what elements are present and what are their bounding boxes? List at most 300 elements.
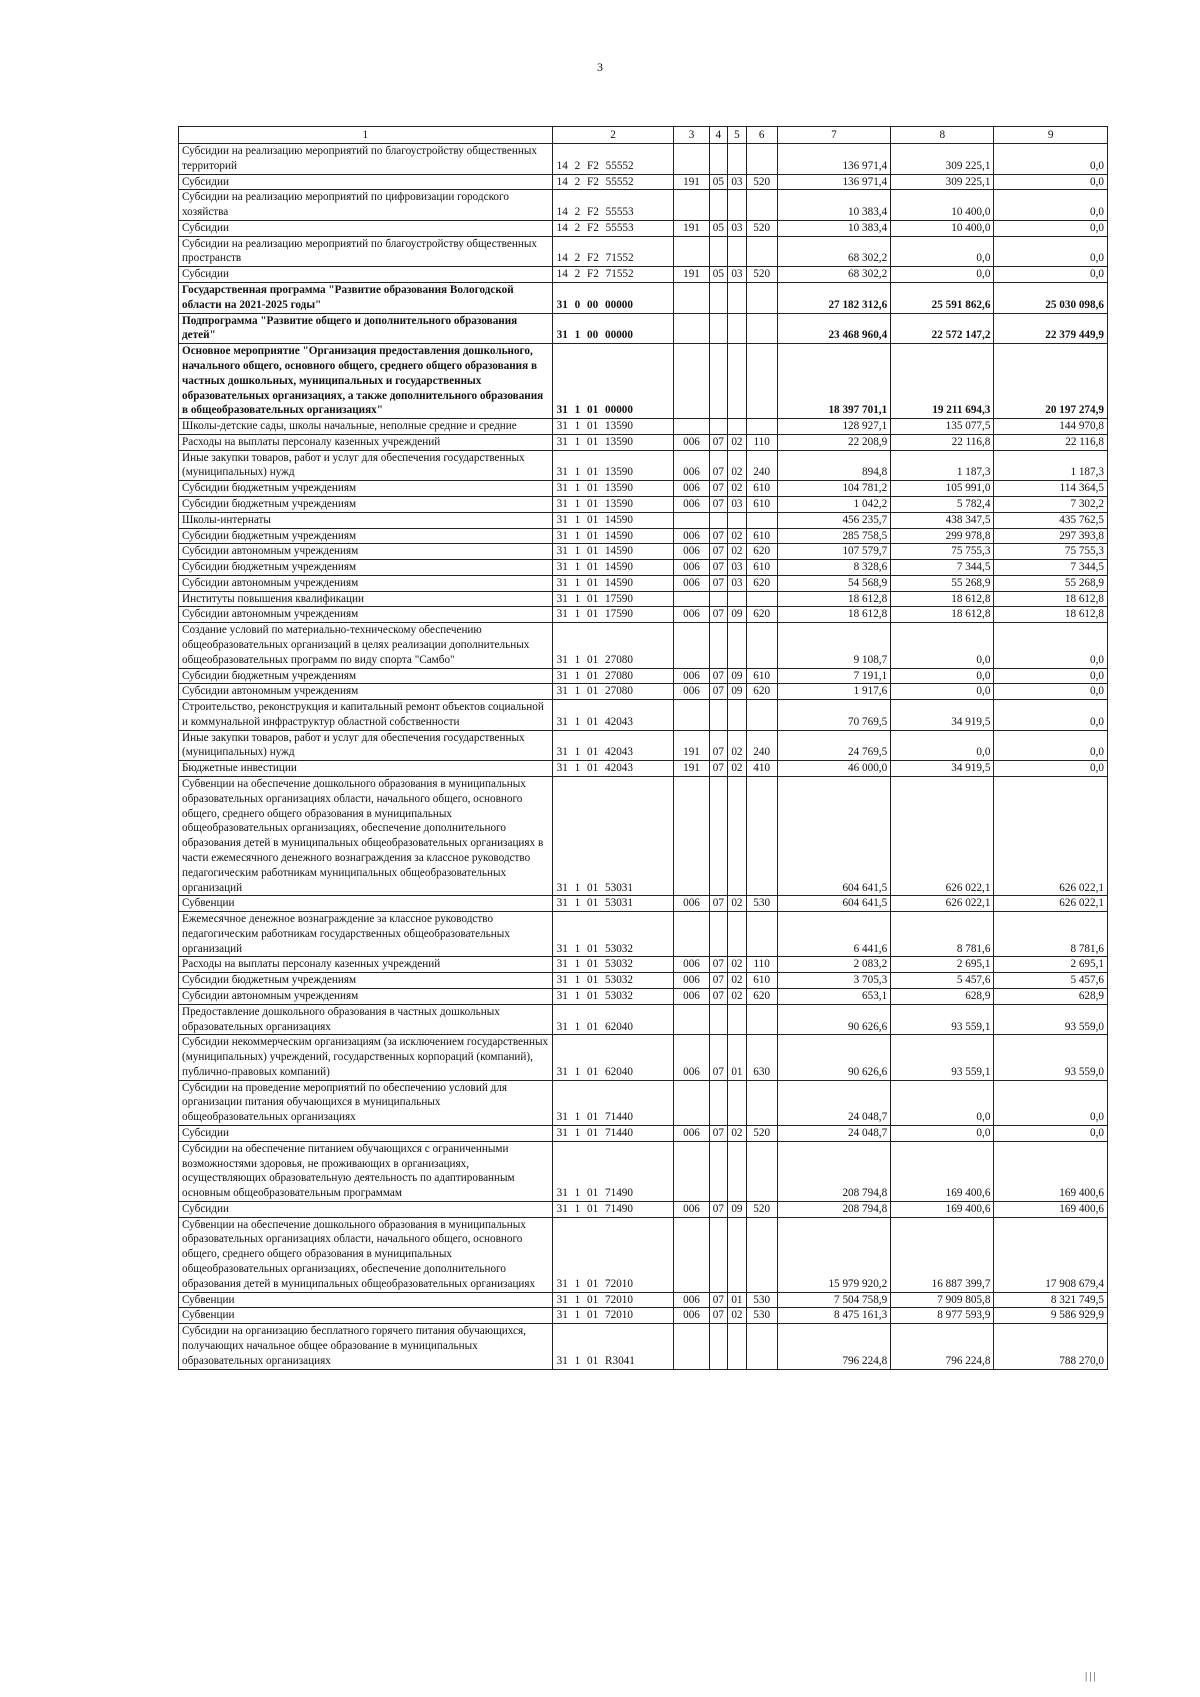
amount-col7-cell: 7 504 758,9 xyxy=(777,1292,891,1308)
ministry-code-cell: 006 xyxy=(674,1126,709,1142)
expense-type-cell: 240 xyxy=(746,450,777,481)
budget-code-cell: 31 1 01 14590 xyxy=(552,560,674,576)
ministry-code-cell xyxy=(674,912,709,957)
budget-code-cell: 31 1 01 27080 xyxy=(552,684,674,700)
footer-mark: ||| xyxy=(1085,1670,1098,1682)
row-name-cell: Субсидии бюджетным учреждениям xyxy=(179,481,553,497)
section-code-cell: 07 xyxy=(709,668,728,684)
amount-col9-cell: 144 970,8 xyxy=(994,419,1108,435)
amount-col9-cell: 0,0 xyxy=(994,700,1108,731)
table-row xyxy=(179,512,1108,528)
section-code-cell: 07 xyxy=(709,957,728,973)
table-row xyxy=(179,668,1108,684)
subsection-code-cell: 03 xyxy=(728,220,747,236)
amount-col7-cell: 24 048,7 xyxy=(777,1080,891,1125)
row-name-cell: Субсидии xyxy=(179,174,553,190)
amount-col7-cell: 15 979 920,2 xyxy=(777,1217,891,1292)
subsection-code-cell: 02 xyxy=(728,481,747,497)
amount-col7-cell: 1 917,6 xyxy=(777,684,891,700)
expense-type-cell xyxy=(746,283,777,314)
table-row xyxy=(179,988,1108,1004)
section-code-cell: 07 xyxy=(709,684,728,700)
amount-col8-cell: 299 978,8 xyxy=(891,528,994,544)
header-cell: 7 xyxy=(777,127,891,144)
row-name-cell: Субсидии xyxy=(179,267,553,283)
amount-col9-cell: 0,0 xyxy=(994,761,1108,777)
subsection-code-cell xyxy=(728,623,747,668)
amount-col7-cell: 10 383,4 xyxy=(777,190,891,221)
ministry-code-cell: 006 xyxy=(674,496,709,512)
budget-code-cell: 31 1 01 13590 xyxy=(552,481,674,497)
amount-col9-cell: 788 270,0 xyxy=(994,1324,1108,1369)
amount-col8-cell: 7 909 805,8 xyxy=(891,1292,994,1308)
ministry-code-cell xyxy=(674,283,709,314)
ministry-code-cell xyxy=(674,1080,709,1125)
amount-col8-cell: 309 225,1 xyxy=(891,174,994,190)
amount-col7-cell: 24 048,7 xyxy=(777,1126,891,1142)
ministry-code-cell xyxy=(674,144,709,175)
budget-code-cell: 14 2 F2 55553 xyxy=(552,220,674,236)
table-row xyxy=(179,313,1108,344)
row-name-cell: Предоставление дошкольного образования в частных дошкольных образовательных организациях xyxy=(179,1004,553,1035)
subsection-code-cell: 02 xyxy=(728,988,747,1004)
amount-col9-cell: 9 586 929,9 xyxy=(994,1308,1108,1324)
amount-col9-cell: 626 022,1 xyxy=(994,777,1108,896)
row-name-cell: Расходы на выплаты персоналу казенных учреждений xyxy=(179,957,553,973)
section-code-cell: 07 xyxy=(709,896,728,912)
row-name-cell: Субсидии бюджетным учреждениям xyxy=(179,528,553,544)
ministry-code-cell xyxy=(674,313,709,344)
header-cell: 6 xyxy=(746,127,777,144)
amount-col7-cell: 1 042,2 xyxy=(777,496,891,512)
section-code-cell: 07 xyxy=(709,730,728,761)
expense-type-cell: 610 xyxy=(746,496,777,512)
amount-col8-cell: 796 224,8 xyxy=(891,1324,994,1369)
amount-col9-cell: 0,0 xyxy=(994,267,1108,283)
row-name-cell: Субсидии на проведение мероприятий по обеспечению условий для организации питания обучающихся в муниципальных общеобразовательных организациях xyxy=(179,1080,553,1125)
table-row xyxy=(179,560,1108,576)
expense-type-cell: 530 xyxy=(746,1308,777,1324)
ministry-code-cell: 006 xyxy=(674,481,709,497)
subsection-code-cell: 03 xyxy=(728,267,747,283)
amount-col8-cell: 309 225,1 xyxy=(891,144,994,175)
row-name-cell: Субвенции xyxy=(179,1292,553,1308)
table-row xyxy=(179,434,1108,450)
section-code-cell xyxy=(709,591,728,607)
amount-col7-cell: 894,8 xyxy=(777,450,891,481)
ministry-code-cell: 006 xyxy=(674,450,709,481)
amount-col8-cell: 10 400,0 xyxy=(891,190,994,221)
table-row xyxy=(179,1217,1108,1292)
amount-col8-cell: 10 400,0 xyxy=(891,220,994,236)
expense-type-cell xyxy=(746,623,777,668)
budget-code-cell: 31 1 01 53032 xyxy=(552,957,674,973)
section-code-cell: 07 xyxy=(709,1292,728,1308)
subsection-code-cell: 02 xyxy=(728,544,747,560)
amount-col9-cell: 297 393,8 xyxy=(994,528,1108,544)
subsection-code-cell xyxy=(728,591,747,607)
amount-col9-cell: 626 022,1 xyxy=(994,896,1108,912)
subsection-code-cell: 02 xyxy=(728,1308,747,1324)
amount-col9-cell: 0,0 xyxy=(994,668,1108,684)
ministry-code-cell: 191 xyxy=(674,174,709,190)
subsection-code-cell xyxy=(728,419,747,435)
amount-col9-cell: 7 344,5 xyxy=(994,560,1108,576)
row-name-cell: Строительство, реконструкция и капитальный ремонт объектов социальной и коммунальной инфраструктур областной собственности xyxy=(179,700,553,731)
expense-type-cell xyxy=(746,190,777,221)
expense-type-cell xyxy=(746,419,777,435)
amount-col9-cell: 5 457,6 xyxy=(994,973,1108,989)
row-name-cell: Субсидии автономным учреждениям xyxy=(179,575,553,591)
header-cell: 8 xyxy=(891,127,994,144)
budget-code-cell: 14 2 F2 71552 xyxy=(552,236,674,267)
table-row xyxy=(179,1324,1108,1369)
amount-col7-cell: 2 083,2 xyxy=(777,957,891,973)
subsection-code-cell xyxy=(728,236,747,267)
table-row xyxy=(179,1292,1108,1308)
section-code-cell xyxy=(709,283,728,314)
expense-type-cell xyxy=(746,236,777,267)
section-code-cell: 05 xyxy=(709,174,728,190)
expense-type-cell: 530 xyxy=(746,1292,777,1308)
ministry-code-cell xyxy=(674,344,709,419)
table-row xyxy=(179,496,1108,512)
budget-code-cell: 31 1 01 53032 xyxy=(552,973,674,989)
amount-col9-cell: 0,0 xyxy=(994,236,1108,267)
amount-col8-cell: 22 116,8 xyxy=(891,434,994,450)
subsection-code-cell: 03 xyxy=(728,575,747,591)
amount-col7-cell: 68 302,2 xyxy=(777,236,891,267)
subsection-code-cell: 02 xyxy=(728,761,747,777)
amount-col8-cell: 0,0 xyxy=(891,1126,994,1142)
budget-code-cell: 31 1 01 14590 xyxy=(552,528,674,544)
subsection-code-cell: 03 xyxy=(728,560,747,576)
amount-col8-cell: 0,0 xyxy=(891,267,994,283)
expense-type-cell xyxy=(746,777,777,896)
budget-code-cell: 31 0 00 00000 xyxy=(552,283,674,314)
amount-col9-cell: 435 762,5 xyxy=(994,512,1108,528)
expense-type-cell xyxy=(746,1217,777,1292)
amount-col8-cell: 626 022,1 xyxy=(891,896,994,912)
budget-code-cell: 31 1 01 14590 xyxy=(552,544,674,560)
amount-col9-cell: 25 030 098,6 xyxy=(994,283,1108,314)
amount-col7-cell: 796 224,8 xyxy=(777,1324,891,1369)
expense-type-cell xyxy=(746,313,777,344)
amount-col8-cell: 7 344,5 xyxy=(891,560,994,576)
amount-col8-cell: 75 755,3 xyxy=(891,544,994,560)
table-row xyxy=(179,1201,1108,1217)
table-row xyxy=(179,1141,1108,1201)
section-code-cell xyxy=(709,777,728,896)
subsection-code-cell xyxy=(728,344,747,419)
amount-col7-cell: 27 182 312,6 xyxy=(777,283,891,314)
header-cell: 9 xyxy=(994,127,1108,144)
ministry-code-cell: 006 xyxy=(674,560,709,576)
ministry-code-cell: 191 xyxy=(674,220,709,236)
table-row xyxy=(179,1004,1108,1035)
subsection-code-cell xyxy=(728,1141,747,1201)
expense-type-cell: 610 xyxy=(746,528,777,544)
amount-col8-cell: 5 457,6 xyxy=(891,973,994,989)
amount-col7-cell: 9 108,7 xyxy=(777,623,891,668)
amount-col7-cell: 456 235,7 xyxy=(777,512,891,528)
row-name-cell: Субвенции xyxy=(179,896,553,912)
subsection-code-cell: 01 xyxy=(728,1292,747,1308)
header-cell: 1 xyxy=(179,127,553,144)
amount-col8-cell: 18 612,8 xyxy=(891,607,994,623)
amount-col7-cell: 18 397 701,1 xyxy=(777,344,891,419)
amount-col9-cell: 17 908 679,4 xyxy=(994,1217,1108,1292)
table-row xyxy=(179,267,1108,283)
amount-col8-cell: 19 211 694,3 xyxy=(891,344,994,419)
amount-col7-cell: 10 383,4 xyxy=(777,220,891,236)
amount-col7-cell: 68 302,2 xyxy=(777,267,891,283)
section-code-cell xyxy=(709,700,728,731)
amount-col8-cell: 55 268,9 xyxy=(891,575,994,591)
amount-col7-cell: 18 612,8 xyxy=(777,591,891,607)
budget-code-cell: 31 1 01 71440 xyxy=(552,1126,674,1142)
section-code-cell: 07 xyxy=(709,481,728,497)
expense-type-cell xyxy=(746,1324,777,1369)
budget-code-cell: 31 1 01 17590 xyxy=(552,591,674,607)
expense-type-cell xyxy=(746,144,777,175)
amount-col9-cell: 0,0 xyxy=(994,623,1108,668)
expense-type-cell: 520 xyxy=(746,174,777,190)
expense-type-cell: 610 xyxy=(746,668,777,684)
amount-col7-cell: 24 769,5 xyxy=(777,730,891,761)
budget-code-cell: 31 1 01 53032 xyxy=(552,912,674,957)
subsection-code-cell: 09 xyxy=(728,668,747,684)
row-name-cell: Государственная программа "Развитие образования Вологодской области на 2021-2025 годы" xyxy=(179,283,553,314)
amount-col8-cell: 105 991,0 xyxy=(891,481,994,497)
section-code-cell: 07 xyxy=(709,973,728,989)
amount-col9-cell: 8 781,6 xyxy=(994,912,1108,957)
section-code-cell xyxy=(709,623,728,668)
row-name-cell: Субсидии бюджетным учреждениям xyxy=(179,496,553,512)
section-code-cell: 07 xyxy=(709,1126,728,1142)
section-code-cell: 07 xyxy=(709,544,728,560)
table-row xyxy=(179,777,1108,896)
section-code-cell xyxy=(709,1324,728,1369)
amount-col9-cell: 20 197 274,9 xyxy=(994,344,1108,419)
ministry-code-cell: 006 xyxy=(674,896,709,912)
subsection-code-cell xyxy=(728,912,747,957)
amount-col7-cell: 604 641,5 xyxy=(777,777,891,896)
section-code-cell: 07 xyxy=(709,607,728,623)
amount-col9-cell: 22 379 449,9 xyxy=(994,313,1108,344)
ministry-code-cell xyxy=(674,700,709,731)
table-row xyxy=(179,973,1108,989)
amount-col9-cell: 0,0 xyxy=(994,174,1108,190)
subsection-code-cell xyxy=(728,1217,747,1292)
budget-code-cell: 31 1 01 13590 xyxy=(552,496,674,512)
header-cell: 2 xyxy=(552,127,674,144)
amount-col9-cell: 18 612,8 xyxy=(994,591,1108,607)
expense-type-cell: 620 xyxy=(746,607,777,623)
subsection-code-cell xyxy=(728,700,747,731)
subsection-code-cell: 02 xyxy=(728,973,747,989)
subsection-code-cell xyxy=(728,1004,747,1035)
row-name-cell: Ежемесячное денежное вознаграждение за классное руководство педагогическим работникам государственных общеобразовательных организаций xyxy=(179,912,553,957)
row-name-cell: Субсидии бюджетным учреждениям xyxy=(179,668,553,684)
amount-col8-cell: 135 077,5 xyxy=(891,419,994,435)
expense-type-cell: 620 xyxy=(746,575,777,591)
amount-col8-cell: 626 022,1 xyxy=(891,777,994,896)
budget-code-cell: 31 1 01 42043 xyxy=(552,700,674,731)
header-cell: 5 xyxy=(728,127,747,144)
amount-col9-cell: 1 187,3 xyxy=(994,450,1108,481)
section-code-cell xyxy=(709,1080,728,1125)
row-name-cell: Субсидии на организацию бесплатного горячего питания обучающихся, получающих начальное общее образование в муниципальных образовательных организациях xyxy=(179,1324,553,1369)
section-code-cell: 07 xyxy=(709,575,728,591)
table-row xyxy=(179,144,1108,175)
expense-type-cell: 620 xyxy=(746,988,777,1004)
subsection-code-cell xyxy=(728,144,747,175)
section-code-cell xyxy=(709,512,728,528)
row-name-cell: Субвенции на обеспечение дошкольного образования в муниципальных образовательных организациях области, начального общего, основного общего, среднего общего образования в муниципальных общеобразовательных организациях, обеспечение дополнительного образования детей в муниципальных общеобразовательных организациях xyxy=(179,1217,553,1292)
amount-col7-cell: 128 927,1 xyxy=(777,419,891,435)
table-row xyxy=(179,623,1108,668)
amount-col7-cell: 136 971,4 xyxy=(777,144,891,175)
row-name-cell: Бюджетные инвестиции xyxy=(179,761,553,777)
section-code-cell xyxy=(709,313,728,344)
amount-col9-cell: 0,0 xyxy=(994,684,1108,700)
amount-col8-cell: 34 919,5 xyxy=(891,700,994,731)
amount-col9-cell: 169 400,6 xyxy=(994,1201,1108,1217)
expense-type-cell xyxy=(746,700,777,731)
amount-col7-cell: 46 000,0 xyxy=(777,761,891,777)
row-name-cell: Субсидии автономным учреждениям xyxy=(179,544,553,560)
amount-col8-cell: 25 591 862,6 xyxy=(891,283,994,314)
subsection-code-cell: 02 xyxy=(728,896,747,912)
budget-code-cell: 31 1 01 62040 xyxy=(552,1004,674,1035)
amount-col9-cell: 18 612,8 xyxy=(994,607,1108,623)
amount-col7-cell: 70 769,5 xyxy=(777,700,891,731)
budget-code-cell: 31 1 01 72010 xyxy=(552,1217,674,1292)
amount-col8-cell: 0,0 xyxy=(891,623,994,668)
table-row xyxy=(179,700,1108,731)
ministry-code-cell: 006 xyxy=(674,957,709,973)
budget-code-cell: 14 2 F2 55552 xyxy=(552,144,674,175)
row-name-cell: Субсидии бюджетным учреждениям xyxy=(179,560,553,576)
amount-col7-cell: 653,1 xyxy=(777,988,891,1004)
ministry-code-cell xyxy=(674,190,709,221)
ministry-code-cell: 006 xyxy=(674,434,709,450)
row-name-cell: Субсидии на обеспечение питанием обучающихся с ограниченными возможностями здоровья, не проживающих в организациях, осуществляющих образовательную деятельность по адаптированным основным общеобразовательным программам xyxy=(179,1141,553,1201)
expense-type-cell: 610 xyxy=(746,560,777,576)
table-row xyxy=(179,344,1108,419)
table-row xyxy=(179,684,1108,700)
section-code-cell: 07 xyxy=(709,1035,728,1080)
subsection-code-cell: 03 xyxy=(728,174,747,190)
amount-col9-cell: 0,0 xyxy=(994,144,1108,175)
table-row xyxy=(179,1126,1108,1142)
row-name-cell: Иные закупки товаров, работ и услуг для обеспечения государственных (муниципальных) нужд xyxy=(179,730,553,761)
amount-col9-cell: 169 400,6 xyxy=(994,1141,1108,1201)
table-row xyxy=(179,174,1108,190)
amount-col7-cell: 107 579,7 xyxy=(777,544,891,560)
budget-code-cell: 14 2 F2 55552 xyxy=(552,174,674,190)
section-code-cell xyxy=(709,1004,728,1035)
amount-col7-cell: 22 208,9 xyxy=(777,434,891,450)
row-name-cell: Субсидии некоммерческим организациям (за исключением государственных (муниципальных) учреждений, государственных корпораций (компаний), публично-правовых компаний) xyxy=(179,1035,553,1080)
expense-type-cell: 620 xyxy=(746,684,777,700)
subsection-code-cell xyxy=(728,190,747,221)
expense-type-cell xyxy=(746,344,777,419)
expense-type-cell: 530 xyxy=(746,896,777,912)
amount-col9-cell: 7 302,2 xyxy=(994,496,1108,512)
subsection-code-cell: 09 xyxy=(728,1201,747,1217)
subsection-code-cell: 02 xyxy=(728,450,747,481)
amount-col9-cell: 75 755,3 xyxy=(994,544,1108,560)
row-name-cell: Иные закупки товаров, работ и услуг для обеспечения государственных (муниципальных) нужд xyxy=(179,450,553,481)
budget-code-cell: 31 1 01 72010 xyxy=(552,1292,674,1308)
section-code-cell xyxy=(709,1217,728,1292)
amount-col7-cell: 208 794,8 xyxy=(777,1141,891,1201)
amount-col7-cell: 8 328,6 xyxy=(777,560,891,576)
row-name-cell: Субсидии автономным учреждениям xyxy=(179,988,553,1004)
amount-col9-cell: 22 116,8 xyxy=(994,434,1108,450)
expense-type-cell: 110 xyxy=(746,957,777,973)
budget-code-cell: 31 1 01 71490 xyxy=(552,1201,674,1217)
expense-type-cell: 630 xyxy=(746,1035,777,1080)
budget-table xyxy=(178,126,1108,1370)
amount-col8-cell: 628,9 xyxy=(891,988,994,1004)
expense-type-cell: 520 xyxy=(746,1126,777,1142)
amount-col8-cell: 1 187,3 xyxy=(891,450,994,481)
expense-type-cell: 610 xyxy=(746,973,777,989)
budget-code-cell: 31 1 01 72010 xyxy=(552,1308,674,1324)
amount-col8-cell: 8 977 593,9 xyxy=(891,1308,994,1324)
table-row xyxy=(179,575,1108,591)
budget-code-cell: 31 1 01 R3041 xyxy=(552,1324,674,1369)
ministry-code-cell xyxy=(674,1217,709,1292)
row-name-cell: Субсидии xyxy=(179,220,553,236)
expense-type-cell xyxy=(746,912,777,957)
subsection-code-cell: 02 xyxy=(728,730,747,761)
amount-col8-cell: 93 559,1 xyxy=(891,1035,994,1080)
budget-code-cell: 31 1 01 17590 xyxy=(552,607,674,623)
row-name-cell: Субсидии на реализацию мероприятий по благоустройству общественных пространств xyxy=(179,236,553,267)
amount-col9-cell: 628,9 xyxy=(994,988,1108,1004)
section-code-cell: 07 xyxy=(709,1308,728,1324)
ministry-code-cell: 006 xyxy=(674,988,709,1004)
section-code-cell: 07 xyxy=(709,761,728,777)
ministry-code-cell xyxy=(674,236,709,267)
amount-col8-cell: 2 695,1 xyxy=(891,957,994,973)
row-name-cell: Субсидии на реализацию мероприятий по благоустройству общественных территорий xyxy=(179,144,553,175)
ministry-code-cell: 006 xyxy=(674,1035,709,1080)
row-name-cell: Институты повышения квалификации xyxy=(179,591,553,607)
row-name-cell: Субвенции xyxy=(179,1308,553,1324)
table-row xyxy=(179,450,1108,481)
row-name-cell: Школы-интернаты xyxy=(179,512,553,528)
table-row xyxy=(179,1080,1108,1125)
expense-type-cell: 410 xyxy=(746,761,777,777)
table-row xyxy=(179,220,1108,236)
amount-col7-cell: 604 641,5 xyxy=(777,896,891,912)
expense-type-cell xyxy=(746,512,777,528)
ministry-code-cell: 006 xyxy=(674,575,709,591)
row-name-cell: Субсидии xyxy=(179,1201,553,1217)
table-header-row xyxy=(179,127,1108,144)
amount-col8-cell: 16 887 399,7 xyxy=(891,1217,994,1292)
table-row xyxy=(179,607,1108,623)
expense-type-cell xyxy=(746,1141,777,1201)
section-code-cell xyxy=(709,190,728,221)
expense-type-cell xyxy=(746,1004,777,1035)
subsection-code-cell: 09 xyxy=(728,607,747,623)
